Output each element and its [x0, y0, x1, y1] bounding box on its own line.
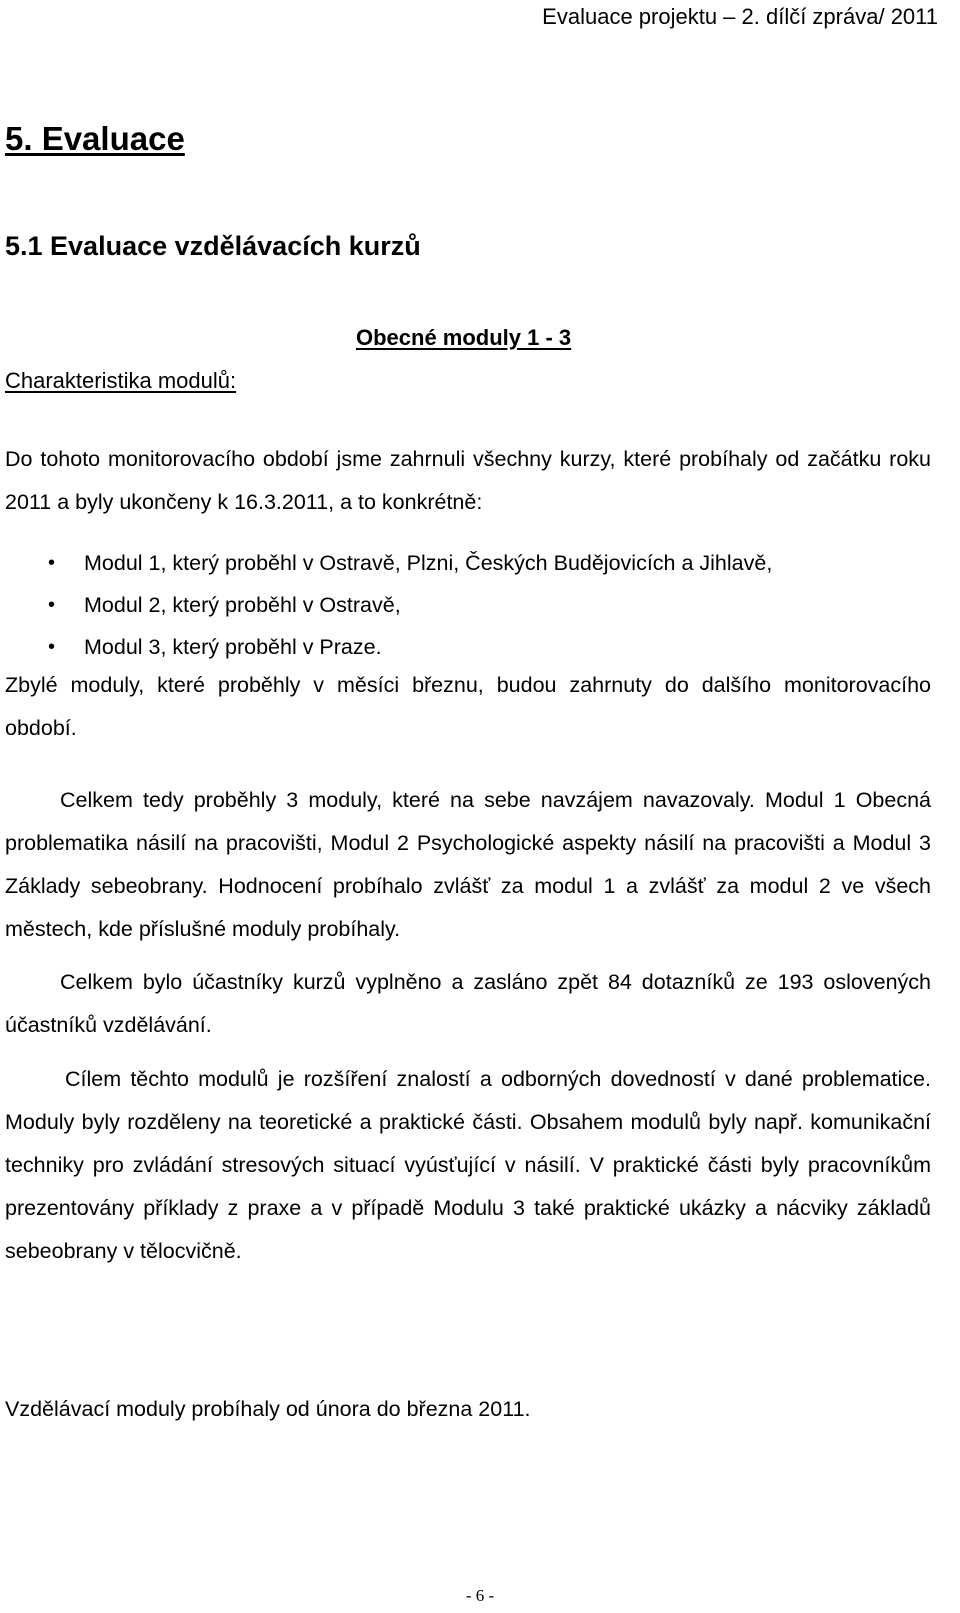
intro-paragraph: Do tohoto monitorovacího období jsme zahrnuli všechny kurzy, které probíhaly od začátku roku 2011 a byly ukončeny k 16.3.2011, a to konkrétně:: [5, 447, 931, 514]
page-number: - 6 -: [465, 1586, 495, 1605]
list-item-text: Modul 3, který proběhl v Praze.: [84, 635, 382, 659]
subsection-heading: 5.1 Evaluace vzdělávacích kurzů: [5, 231, 421, 261]
running-header: Evaluace projektu – 2. dílčí zpráva/ 2011: [542, 4, 938, 29]
bullet-icon: •: [48, 594, 56, 616]
list-item: [5, 542, 931, 584]
questionnaires-paragraph: Celkem bylo účastníky kurzů vyplněno a zasláno zpět 84 dotazníků ze 193 oslovených účastníků vzdělávání.: [5, 970, 931, 1037]
closing-sentence: Vzdělávací moduly probíhaly od února do března 2011.: [5, 1397, 531, 1421]
remaining-modules-paragraph: Zbylé moduly, které proběhly v měsíci březnu, budou zahrnuty do dalšího monitorovacího období.: [5, 673, 931, 740]
section-heading: 5. Evaluace: [5, 120, 185, 157]
goal-paragraph: Cílem těchto modulů je rozšíření znalostí a odborných dovedností v dané problematice. Moduly byly rozděleny na teoretické a praktické části. Obsahem modulů byly např. komunikační techniky pro zvládání stresových situací vyúsťující v násilí. V praktické části byly pracovníkům prezentovány příklady z praxe a v případě Modulu 3 také praktické ukázky a nácviky základů sebeobrany v tělocvičně.: [5, 1067, 931, 1263]
bullet-icon: •: [48, 636, 56, 658]
list-item-text: Modul 1, který proběhl v Ostravě, Plzni, Českých Budějovicích a Jihlavě,: [84, 551, 773, 575]
list-item: [5, 584, 931, 626]
list-item: [5, 626, 931, 668]
summary-paragraph: Celkem tedy proběhly 3 moduly, které na sebe navzájem navazovaly. Modul 1 Obecná problematika násilí na pracovišti, Modul 2 Psychologické aspekty násilí na pracovišti a Modul 3 Základy sebeobrany. Hodnocení probíhalo zvlášť za modul 1 a zvlášť za modul 2 ve všech městech, kde příslušné moduly probíhaly.: [5, 788, 931, 941]
list-item-text: Modul 2, který proběhl v Ostravě,: [84, 593, 401, 617]
bullet-icon: •: [48, 552, 56, 574]
characteristics-label: Charakteristika modulů:: [5, 368, 237, 393]
module-list: [5, 542, 931, 668]
modules-title: Obecné moduly 1 - 3: [356, 325, 572, 350]
